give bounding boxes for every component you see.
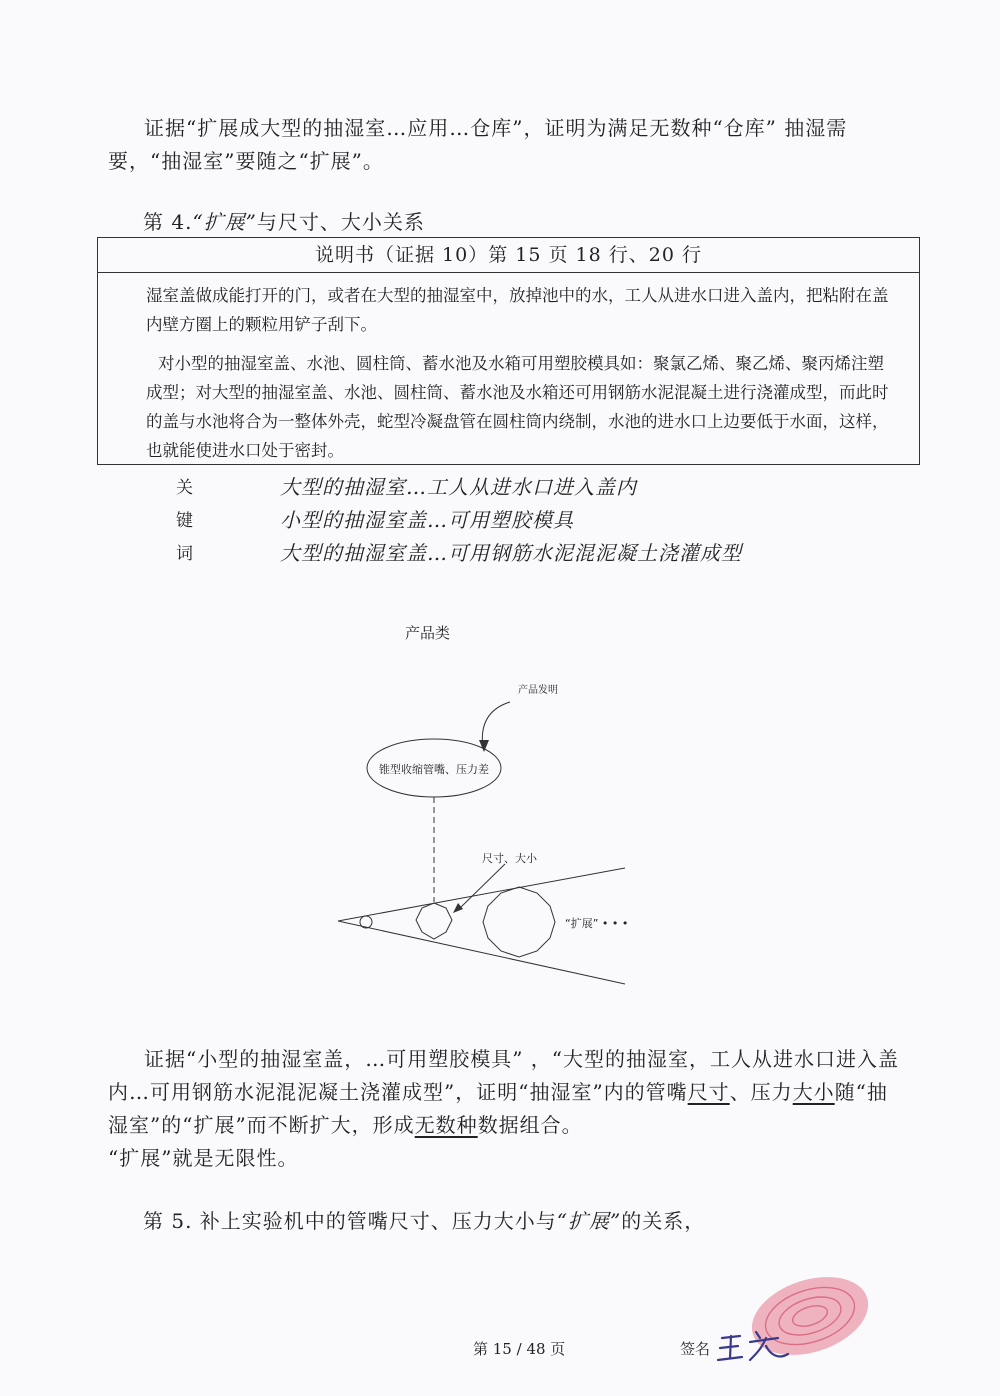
keyword-item-3: 大型的抽湿室盖…可用钢筋水泥混泥凝土浇灌成型 — [280, 541, 742, 565]
excerpt-para1: 湿室盖做成能打开的门，或者在大型的抽湿室中，放掉池中的水，工人从进水口进入盖内，把粘附在盖内壁方圈上的颗粒用铲子刮下。 — [146, 286, 889, 334]
keyword-item-1: 大型的抽湿室…工人从进水口进入盖内 — [280, 475, 637, 499]
expand-label: “扩展” • • • — [565, 917, 629, 930]
conclusion-paragraph: 证据“小型的抽湿室盖，…可用塑胶模具” ，“大型的抽湿室，工人从进水口进入盖内…可用钢筋水泥混泥凝土浇灌成型”，证明“抽湿室”内的管嘴尺寸、压力大小随“抽湿室”的“扩展”而不断扩大，形成无数种数据组合。 “扩展”就是无限性。 — [108, 1047, 900, 1170]
underlined-magnitude: 大小 — [792, 1080, 835, 1104]
cone-upper-line — [338, 868, 625, 921]
page-number: 第 15 / 48 页 — [473, 1340, 566, 1358]
section5-heading: 第 5. 补上实验机中的管嘴尺寸、压力大小与“扩展”的关系， — [143, 1209, 706, 1233]
keyword-label-2: 键 — [176, 511, 193, 531]
section4-heading: 第 4.“扩展”与尺寸、大小关系 — [143, 210, 425, 234]
excerpt-body — [98, 273, 919, 465]
excerpt-para2: 对小型的抽湿室盖、水池、圆柱筒、蓄水池及水箱可用塑胶模具如：聚氯乙烯、聚乙烯、聚丙烯注塑成型；对大型的抽湿室盖、水池、圆柱筒、蓄水池及水箱还可用钢筋水泥混凝土进行浇灌成型，而此时的盖与水池将合为一整体外壳，蛇型冷凝盘管在圆柱筒内绕制，水池的进水口上边要低于水面，这样，也就能使进水口处于密封。 — [146, 354, 889, 460]
large-polygon — [483, 887, 555, 957]
underlined-size: 尺寸 — [687, 1080, 730, 1104]
keyword-label-3: 词 — [176, 544, 193, 564]
diagram-title: 产品类 — [405, 624, 451, 642]
size-arrowhead — [453, 903, 463, 913]
medium-polygon — [416, 903, 452, 939]
small-circle — [360, 916, 372, 928]
excerpt-para2-wrap — [146, 349, 889, 465]
signature-label: 签名 — [680, 1340, 711, 1358]
ellipse-label: 锥型收缩管嘴、压力差 — [379, 763, 489, 776]
section3-paragraph — [108, 112, 908, 178]
excerpt-box — [97, 237, 920, 465]
conclusion-line2: “扩展”就是无限性。 — [108, 1146, 299, 1170]
keyword-label-1: 关 — [176, 478, 193, 498]
handwritten-signature — [716, 1324, 796, 1368]
excerpt-header: 说明书（证据 10）第 15 页 18 行、20 行 — [98, 238, 919, 273]
size-arrow — [459, 864, 505, 909]
cone-lower-line — [338, 921, 625, 984]
expansion-diagram — [0, 600, 1000, 1000]
callout-label: 产品发明 — [518, 685, 558, 696]
section3-text: 证据“扩展成大型的抽湿室…应用…仓库”，证明为满足无数种“仓库” 抽湿需要，“抽湿室”要随之“扩展”。 — [108, 116, 848, 173]
size-label: 尺寸、大小 — [482, 852, 537, 865]
keyword-item-2: 小型的抽湿室盖…可用塑胶模具 — [280, 508, 574, 532]
underlined-countless: 无数种 — [414, 1113, 478, 1137]
